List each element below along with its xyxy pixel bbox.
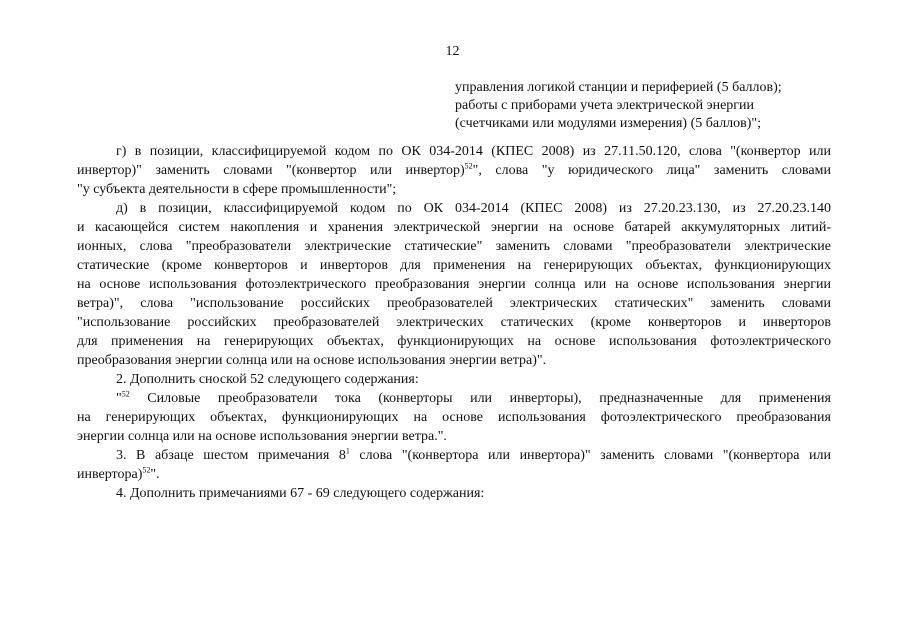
footnote-ref: 52 [464, 161, 473, 171]
text-line: на основе использования фотоэлектрического преобразования энергии солнца или на основе использования энергии [77, 277, 831, 292]
quote-line: управления логикой станции и периферией (5 баллов); [455, 80, 782, 95]
text-line: и касающейся систем накопления и хранения электрической энергии на основе батарей аккумуляторных литий- [77, 220, 831, 235]
paragraph-4 [77, 484, 831, 503]
paragraph-g [77, 142, 831, 199]
footnote-ref: 52 [121, 389, 130, 399]
text-run: инвертор)" заменить словами "(конвертор или инвертор) [77, 163, 465, 178]
paragraph-3 [77, 446, 831, 484]
text-line [77, 389, 831, 408]
text-line: 4. Дополнить примечаниями 67 - 69 следующего содержания: [116, 486, 485, 501]
text-line: статические (кроме конверторов и инверторов для применения на генерирующих объектах, функционирующих [77, 258, 831, 273]
footnote-ref: 1 [345, 446, 350, 456]
text-run: " [116, 391, 122, 406]
document-body [77, 142, 831, 503]
text-line: г) в позиции, классифицируемой кодом по ОК 034-2014 (КПЕС 2008) из 27.11.50.120, слова "(конвертор или [116, 144, 831, 159]
paragraph-2 [77, 370, 831, 389]
text-run: ". [150, 467, 160, 482]
text-line: на генерирующих объектах, функционирующих на основе использования фотоэлектрического преобразования [77, 410, 831, 425]
page-number: 12 [445, 44, 460, 59]
text-line: д) в позиции, классифицируемой кодом по ОК 034-2014 (КПЕС 2008) из 27.20.23.130, из 27.20.23.140 [116, 201, 831, 216]
text-line [77, 446, 831, 465]
footnote-52-paragraph [77, 389, 831, 446]
text-line [77, 465, 831, 484]
paragraph-d [77, 199, 831, 370]
text-line: энергии солнца или на основе использования энергии ветра.". [77, 429, 447, 444]
text-line: "у субъекта деятельности в сфере промышленности"; [77, 182, 397, 197]
quote-line: (счетчиками или модулями измерения) (5 баллов)"; [455, 116, 762, 131]
text-run: 3. В абзаце шестом примечания 8 [116, 448, 346, 463]
text-run: инвертора) [77, 467, 143, 482]
text-line [77, 161, 831, 180]
text-run: ", слова "у юридического лица" заменить словами [472, 163, 831, 178]
text-run: Силовые преобразователи тока (конверторы или инверторы), предназначенные для применения [129, 391, 831, 406]
text-line: ионных, слова "преобразователи электрические статические" заменить словами "преобразователи электрические [77, 239, 831, 254]
text-line: ветра)", слова "использование российских преобразователей электрических статических" заменить словами [77, 296, 831, 311]
quote-line: работы с приборами учета электрической энергии [455, 98, 755, 113]
text-run: слова "(конвертора или инвертора)" заменить словами "(конвертора или [349, 448, 831, 463]
text-line: "использование российских преобразователей электрических статических (кроме конверторов и инверторов [77, 315, 831, 330]
text-line: для применения на генерирующих объектах, функционирующих на основе использования фотоэлектрического [77, 334, 831, 349]
text-line: 2. Дополнить сноской 52 следующего содержания: [116, 372, 419, 387]
text-line: преобразования энергии солнца или на основе использования энергии ветра)". [77, 353, 547, 368]
footnote-ref: 52 [142, 465, 151, 475]
quoted-text-block [455, 79, 875, 133]
